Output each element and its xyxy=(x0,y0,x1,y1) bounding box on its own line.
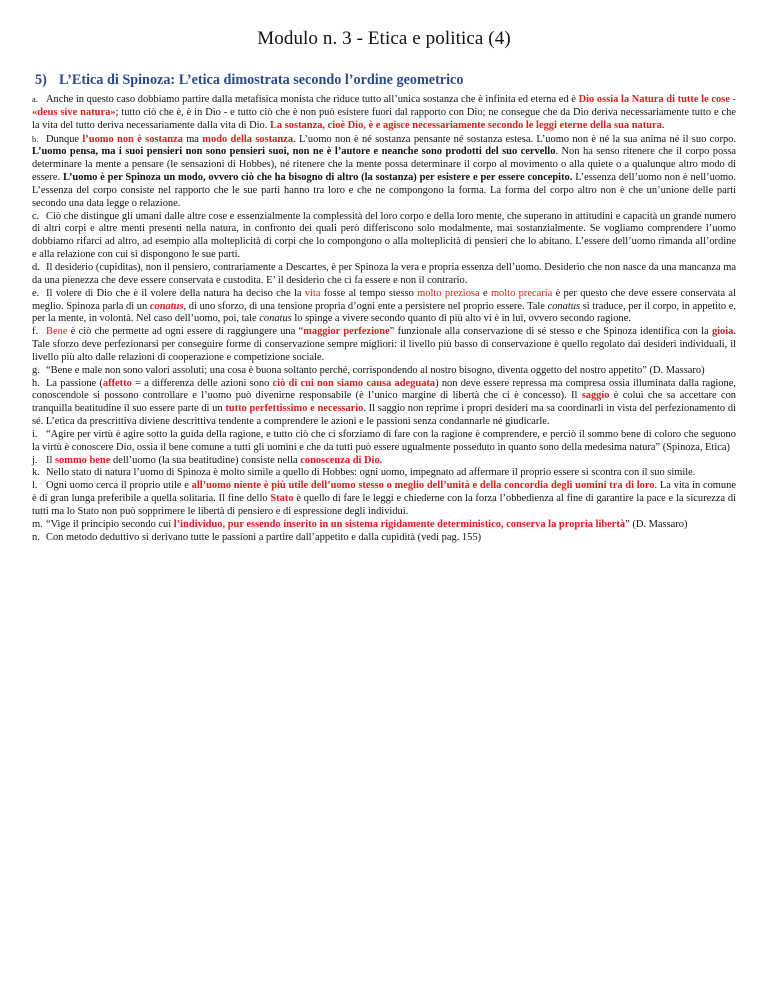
paragraph-item xyxy=(32,429,736,455)
paragraph-text: , di uno sforzo, di una tensione propria d’ogni ente a persistere nel proprio essere. Tale xyxy=(183,300,548,312)
paragraph-marker: m. xyxy=(32,518,43,530)
paragraph-text: . Il saggio non reprime i propri desideri ma sa coordinarli in vista del perfezionamento di sé. L’etica da prescrittiva diviene descrittiva tendente a comprendere le azioni e le passioni senza condannarle né giudicarle. xyxy=(32,403,736,428)
paragraph-text: l’uomo non è sostanza xyxy=(82,133,183,145)
section-number: 5) xyxy=(35,72,47,88)
section-title: L’Etica di Spinoza: L’etica dimostrata secondo l’ordine geometrico xyxy=(59,72,464,88)
paragraph-text: Dio ossia la Natura di tutte le cose - «deus sive natura» xyxy=(32,94,736,118)
paragraph-text: La passione ( xyxy=(46,377,103,389)
paragraph-text: Nello stato di natura l’uomo di Spinoza è molto simile a quello di Hobbes: ogni uomo, impegnato ad affermare il proprio essere si scontra con il suo simile. xyxy=(46,467,696,479)
paragraph-text: maggior perfezione xyxy=(303,326,390,338)
paragraph-marker: j. xyxy=(32,454,38,466)
paragraph-text: gioia xyxy=(711,326,734,338)
paragraph-text: Ciò che distingue gli umani dalle altre cose e essenzialmente la complessità del loro corpo e della loro mente, che superano in attitudini e capacità un grande numero di altri corpi e altre menti presenti nella natura, in confronto dei quali però differiscono solo modalmente, mai sostanzialmente. Se vogliamo comprendere l’uomo dobbiamo rifarci ad altro, ad esempio alla molteplicità di corpi che lo compongono o alla molteplicità di pensieri che lo abitano. L’essere dell’uomo rimanda all’ordine e alla relazione con cui si dispongono le sue parti. xyxy=(32,210,736,261)
paragraph-marker: f. xyxy=(32,326,39,338)
paragraph-text: ) non deve essere repressa ma compresa ossia illuminata dalla ragione, conoscendole si possono controllare e l’uomo può divenirne responsabile (è l’unico margine di libertà che ci è concesso). Il xyxy=(32,377,736,402)
paragraph-marker: d. xyxy=(32,261,40,273)
paragraph-text: conatus xyxy=(149,300,184,312)
paragraph-item xyxy=(32,532,736,545)
paragraph-text: sommo bene xyxy=(55,454,111,466)
paragraph-text: “Bene e male non sono valori assoluti; una cosa è buona soltanto perché, corrispondendo al nostro bisogno, diventa oggetto del nostro appetito” (D. Massaro) xyxy=(46,364,705,376)
paragraph-text: . Non ha senso ritenere che il corpo possa determinare la mente a pensare (le sensazioni di Hobbes), né ritenere che la mente possa determinare il corpo al movimento o alla quiete o a qualunque altro modo di essere. xyxy=(32,146,736,184)
paragraph-item xyxy=(32,467,736,480)
paragraph-text: conatus xyxy=(547,300,581,312)
paragraph-marker: e. xyxy=(32,287,40,299)
paragraph-text: . xyxy=(661,119,665,131)
paragraph-text: è colui che sa accettare con tranquilla beatitudine il suo essere parte di un xyxy=(32,390,737,415)
paragraph-text: dell’uomo (la sua beatitudine) consiste nella xyxy=(110,454,301,466)
paragraph-text: L’uomo è per Spinoza un modo, ovvero ciò che ha bisogno di altro (la sostanza) per esistere e per essere concepito. xyxy=(62,172,573,184)
paragraph-text: si traduce, per il corpo, in appetito e, per la mente, in volontà. Nel caso dell’uomo, poi, tale xyxy=(32,300,737,325)
paragraph-text: modo della sostanza xyxy=(202,133,294,145)
paragraph-text: e xyxy=(479,287,491,299)
paragraph-text: Il volere di Dio che è il volere della natura ha deciso che la xyxy=(46,287,305,299)
paragraph-item xyxy=(32,480,736,519)
paragraph-text: Dunque xyxy=(46,133,83,145)
paragraph-marker: n. xyxy=(32,531,40,543)
section-heading xyxy=(32,72,736,89)
paragraph-text: Bene xyxy=(46,326,68,338)
paragraph-text: conoscenza di Dio. xyxy=(300,454,383,466)
paragraph-text: tutto perfettissimo e necessario xyxy=(225,403,364,415)
paragraph-text: Stato xyxy=(270,493,294,505)
paragraph-text: molto precaria xyxy=(490,287,553,299)
paragraph-text: vita xyxy=(304,287,321,299)
paragraph-item xyxy=(32,93,736,133)
paragraph-text: = a differenza delle azioni sono xyxy=(131,377,273,389)
paragraph-text: Anche in questo caso dobbiamo partire dalla metafisica monista che riduce tutto all’unica sostanza che è infinita ed eterna ed è xyxy=(46,94,579,105)
paragraph-item xyxy=(32,378,736,429)
paragraph-text: è ciò che permette ad ogni essere di raggiungere una “ xyxy=(67,326,304,338)
paragraph-item xyxy=(32,365,736,378)
paragraph-text: all’uomo niente è più utile dell’uomo stesso o meglio dell’unità e della concordia degli uomini tra di loro xyxy=(191,480,655,492)
paragraph-text: è per questo che deve essere conservata al meglio. Spinoza parla di un xyxy=(32,287,736,312)
paragraph-marker: b. xyxy=(32,133,39,144)
paragraph-item xyxy=(32,519,736,532)
paragraph-text: conatus xyxy=(259,313,292,325)
paragraph-text: ” funzionale alla conservazione di sé stesso e che Spinoza identifica con la xyxy=(389,326,712,338)
paragraph-text: L’uomo pensa, ma i suoi pensieri non sono pensieri suoi, non ne è l’autore e neanche sono prodotti del suo cervello xyxy=(32,146,556,158)
paragraph-text: affetto xyxy=(102,377,132,389)
paragraph-item xyxy=(32,455,736,468)
paragraph-list xyxy=(32,93,736,545)
paragraph-text: l’individuo, pur essendo inserito in un sistema rigidamente deterministico, conserva la propria libertà xyxy=(173,518,626,530)
paragraph-text: lo spinge a vivere secondo quanto di più alto vi è in lui, ovvero secondo ragione. xyxy=(291,313,631,325)
paragraph-text: molto preziosa xyxy=(417,287,480,299)
paragraph-item xyxy=(32,262,736,288)
paragraph-item xyxy=(32,288,736,327)
paragraph-text: Ogni uomo cerca il proprio utile e xyxy=(46,480,192,492)
paragraph-marker: k. xyxy=(32,467,40,479)
paragraph-text: ” (D. Massaro) xyxy=(625,518,688,530)
paragraph-marker: g. xyxy=(32,364,40,376)
paragraph-text: saggio xyxy=(581,390,610,402)
paragraph-text: è quello di fare le leggi e chiederne con la forza l’obbedienza al fine di garantire la pace e la sicurezza di tutti ma lo Stato non può sopprimere le libertà di pensiero e di espressione degli individui. xyxy=(32,493,736,517)
paragraph-text: fosse al tempo stesso xyxy=(320,287,418,299)
paragraph-text: ; tutto ciò che è, è in Dio - e tutto ciò che è non può esistere fuori dal rapporto con Dio; ne consegue che da Dio deriva necessariamente tutto e che la vita del tutto deriva necessariamente dalla vita di Dio. xyxy=(32,106,736,131)
paragraph-text: Il xyxy=(46,454,55,466)
paragraph-item xyxy=(32,133,736,211)
paragraph-item xyxy=(32,326,736,365)
paragraph-text: ma xyxy=(182,133,203,145)
paragraph-marker: c. xyxy=(32,210,40,222)
paragraph-item xyxy=(32,211,736,262)
paragraph-marker: h. xyxy=(32,377,40,389)
paragraph-text: Il desiderio (cupiditas), non il pensiero, contrariamente a Descartes, è per Spinoza la vera e propria essenza dell’uomo. Desiderio che non nasce da una mancanza ma da una pienezza che deve essere conservata e custodita. E’ il desiderio che ci fa essere e non il contrario. xyxy=(32,261,736,286)
paragraph-text: “Agire per virtù è agire sotto la guida della ragione, e tutto ciò che ci sforziamo di fare con la ragione è comprendere, e perciò il sommo bene di coloro che seguono la virtù è conoscere Dio, ossia il bene comune a tutti gli uomini e che da tutti può essere ugualmente posseduto in quanto sono della medesima natura” (Spinoza, Etica) xyxy=(32,428,736,453)
paragraph-text: . Tale sforzo deve perfezionarsi per conseguire forme di conservazione sempre migliori: il livello più basso di conservazione è quello regolato dai desideri individuali, il livello più alto dalle relazioni di cooperazione e competizione sociale. xyxy=(32,326,737,363)
paragraph-text: ciò di cui non siamo causa adeguata xyxy=(272,377,436,389)
paragraph-text: L’essenza dell’uomo non è nell’uomo. L’essenza del corpo consiste nel rapporto che le sue parti hanno tra loro e che ne compongono la forma. La forma del corpo altro non è che un’unione delle parti secondo una data legge o relazione. xyxy=(32,172,737,209)
paragraph-text: . La vita in comune è di gran lunga preferibile a quella solitaria. Il fine dello xyxy=(32,480,736,505)
paragraph-text: Con metodo deduttivo si derivano tutte le passioni a partire dall’appetito e dalla cupidità (vedi pag. 155) xyxy=(46,531,482,543)
page-title: Modulo n. 3 - Etica e politica (4) xyxy=(257,28,511,49)
paragraph-text: “Vige il principio secondo cui xyxy=(46,518,174,530)
paragraph-marker: a. xyxy=(32,94,38,104)
paragraph-text: La sostanza, cioè Dio, è e agisce necessariamente secondo le leggi eterne della sua natura xyxy=(269,119,662,131)
paragraph-marker: i. xyxy=(32,428,38,440)
paragraph-marker: l. xyxy=(32,480,38,492)
paragraph-text: . L’uomo non è né sostanza pensante né sostanza estesa. L’uomo non è né la sua anima né il suo corpo. xyxy=(293,133,737,145)
